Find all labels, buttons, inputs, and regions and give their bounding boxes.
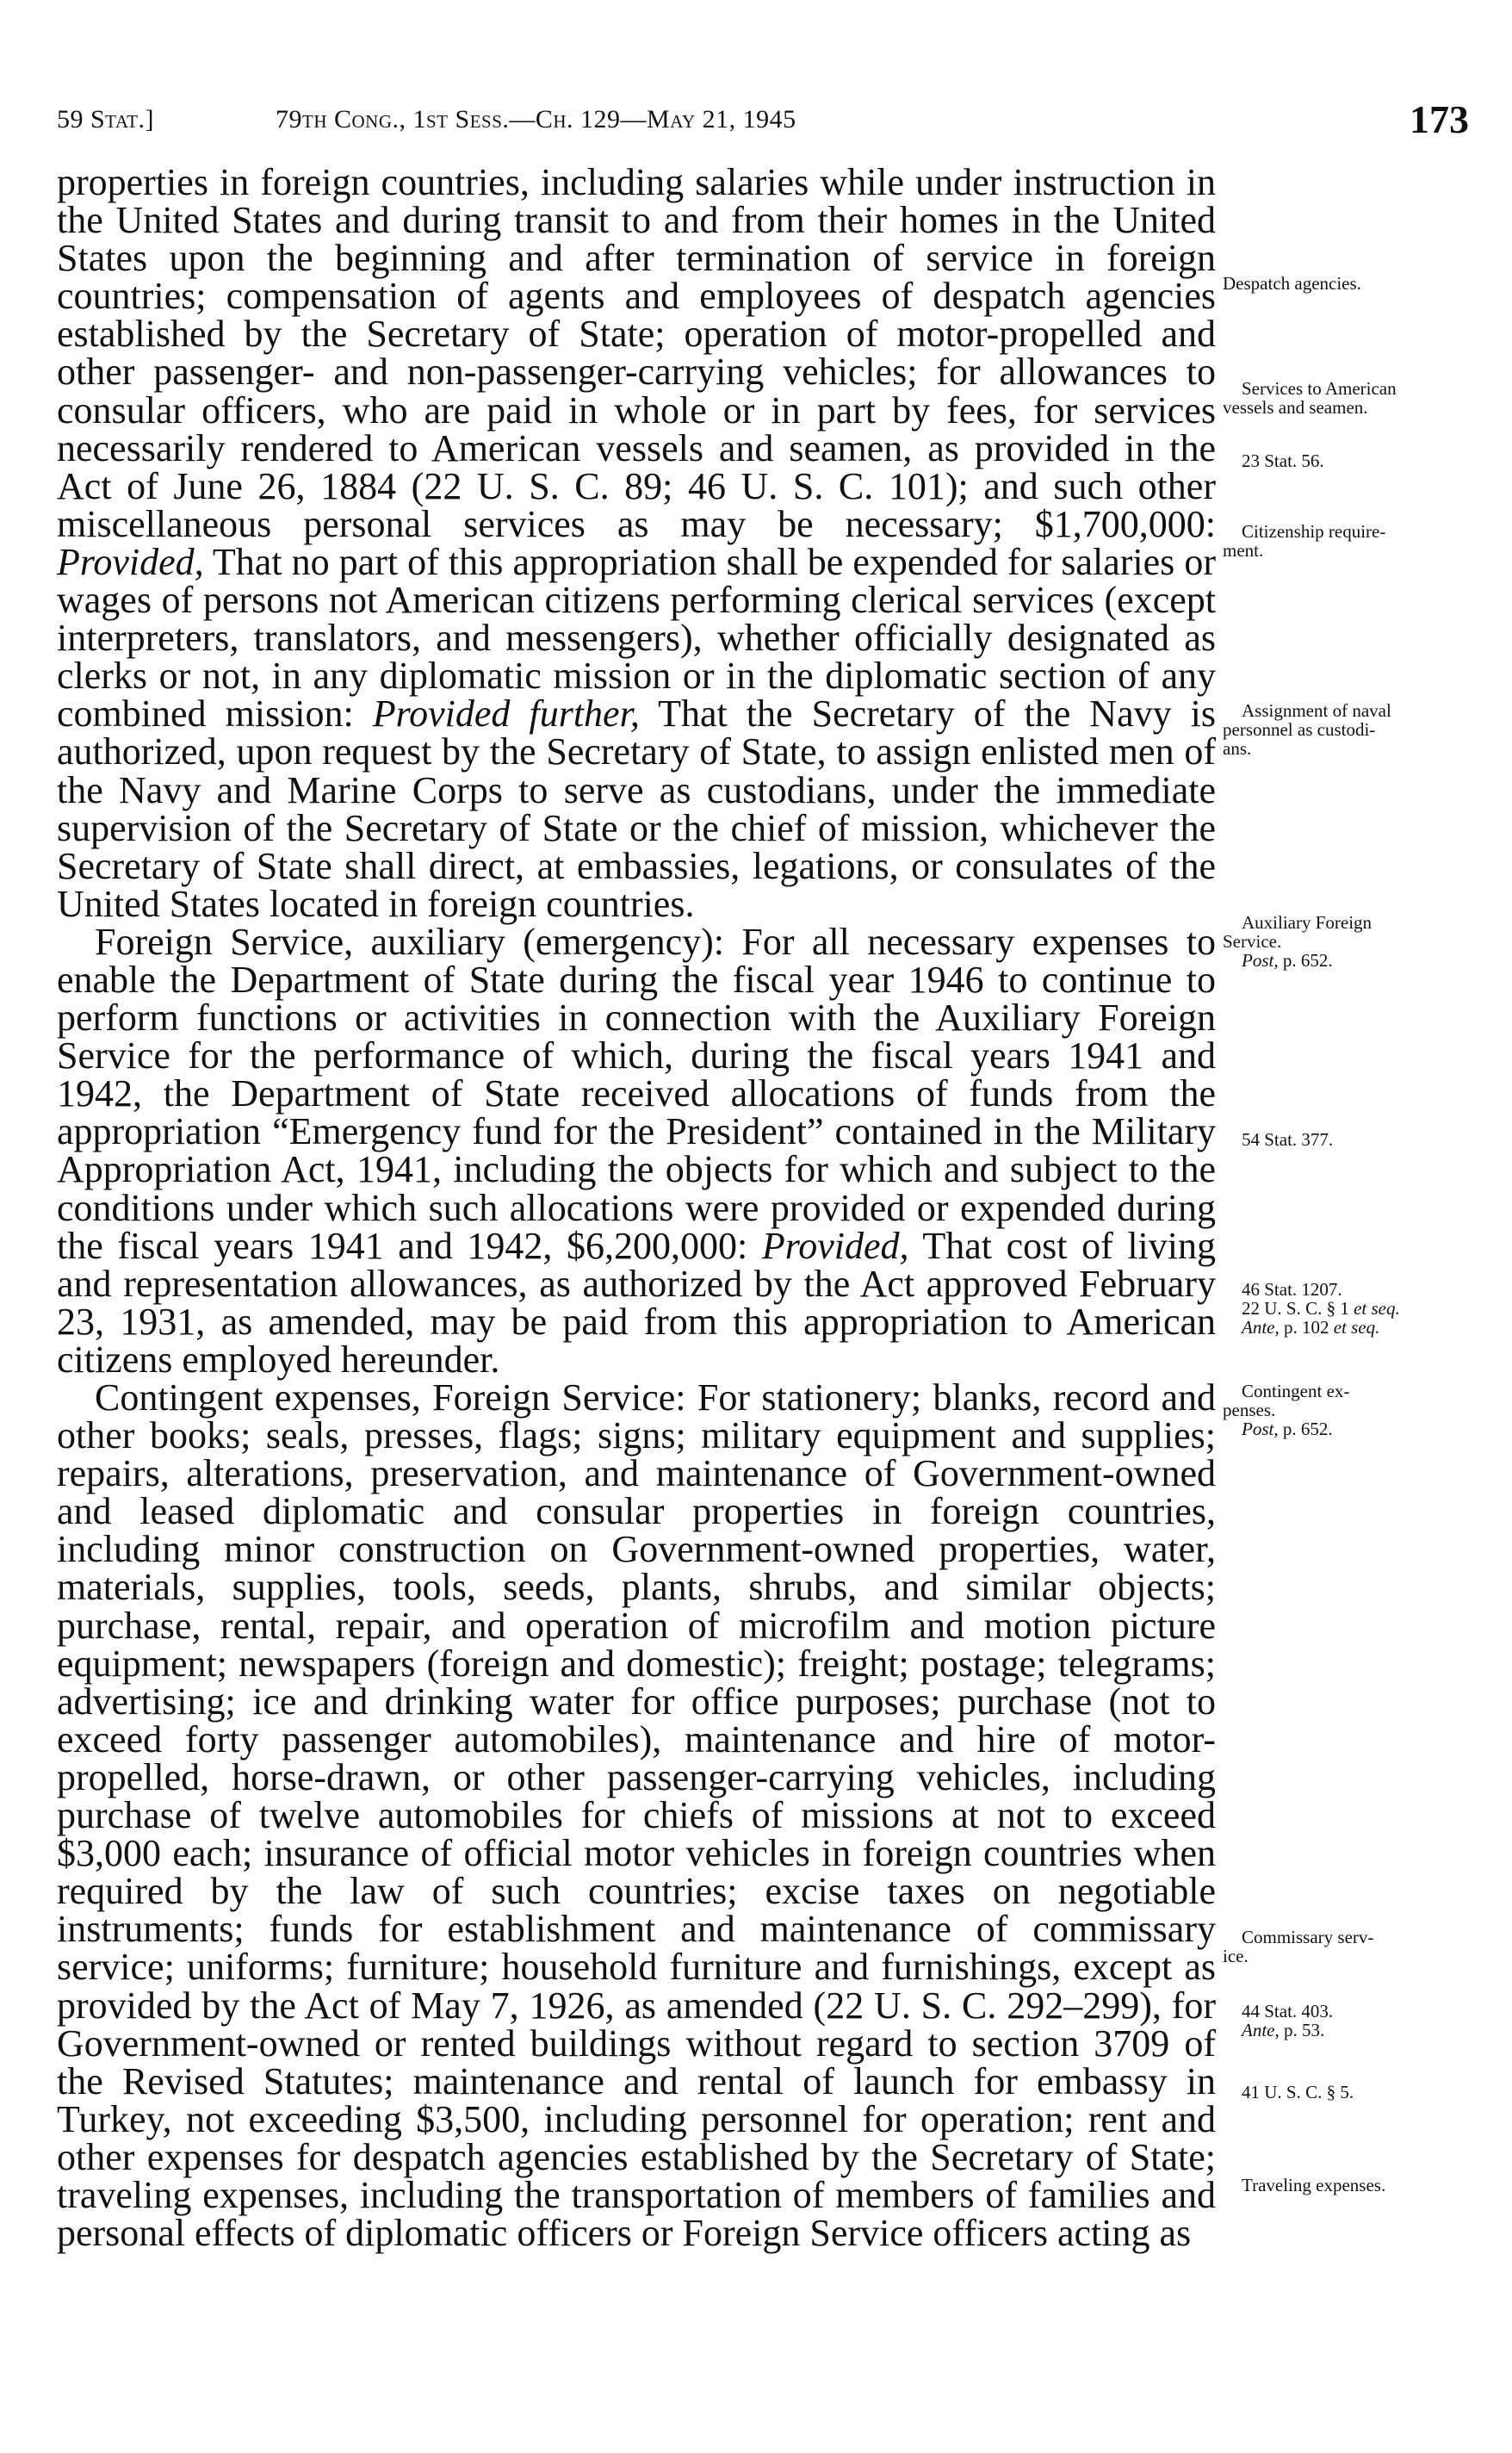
proviso-label: Provided further, xyxy=(372,692,640,736)
margin-note-stat-54: 54 Stat. 377. xyxy=(1242,1129,1334,1150)
margin-note-usc-41: 41 U. S. C. § 5. xyxy=(1242,2082,1354,2102)
margin-note-naval-personnel: Assignment of naval personnel as custodi- ans. xyxy=(1223,700,1391,759)
margin-note-traveling: Traveling expenses. xyxy=(1242,2175,1386,2195)
margin-note-auxiliary-service: Auxiliary Foreign Service. Post, p. 652. xyxy=(1223,912,1373,971)
congress-session-line: 79th Cong., 1st Sess.—Ch. 129—May 21, 1945 xyxy=(276,105,796,134)
volume-reference: 59 Stat.] xyxy=(57,105,154,134)
statute-body xyxy=(57,161,1217,2255)
paragraph-text: That no part of this appropriation shall be expended for salaries or wages of persons not American citizens performing clerical services (except interpreters, translators, and messengers), whether officially designated as clerks or not, in any diplomatic mission or in the diplomatic section of any combined mission: xyxy=(57,540,1216,736)
paragraph-contingent-expenses: Contingent expenses, Foreign Service: For stationery; blanks, record and other books; seals, presses, flags; signs; military equipment and supplies; repairs, alterations, preservation, and maintenance of Government-owned and leased diplomatic and consular properties in foreign countries, including minor construction on Government-owned properties, water, materials, supplies, tools, seeds, plants, shrubs, and similar objects; purchase, rental, repair, and operation of microfilm and motion picture equipment; newspapers (foreign and domestic); freight; postage; telegrams; advertising; ice and drinking water for office purposes; purchase (not to exceed forty passenger automobiles), maintenance and hire of motor-propelled, horse-drawn, or other passenger-carrying vehicles, including purchase of twelve automobiles for chiefs of missions at not to exceed $3,000 each; insurance of official motor vehicles in foreign countries when required by the law of such countries; excise taxes on negotiable instruments; funds for establishment and maintenance of commissary service; uniforms; furniture; household furniture and furnishings, except as provided by the Act of May 7, 1926, as amended (22 U. S. C. 292–299), for Government-owned or rented buildings without regard to section 3709 of the Revised Statutes; maintenance and rental of launch for embassy in Turkey, not exceeding $3,500, including personnel for operation; rent and other expenses for despatch agencies established by the Secretary of State; traveling expenses, including the transportation of members of families and personal effects of diplomatic officers or Foreign Service officers acting as xyxy=(57,1376,1216,2255)
paragraph-salaries xyxy=(57,161,1217,925)
margin-note-despatch: Despatch agencies. xyxy=(1223,273,1361,294)
margin-note-citizenship: Citizenship require- ment. xyxy=(1223,521,1386,561)
margin-note-services: Services to American vessels and seamen. xyxy=(1223,378,1397,418)
proviso-label: Provided, xyxy=(57,540,204,583)
paragraph-auxiliary-service xyxy=(57,920,1216,1381)
proviso-label: Provided, xyxy=(761,1224,909,1267)
paragraph-text: Foreign Service, auxiliary (emergency): For all necessary expenses to enable the Department of State during the fiscal year 1946 to continue to perform functions or activities in connection with the Auxiliary Foreign Service for the performance of which, during the fiscal years 1941 and 1942, the Department of State received allocations of funds from the appropriation “Emergency fund for the President” contained in the Military Appropriation Act, 1941, including the objects for which and subject to the conditions under which such allocations were provided or expended during the fiscal years 1941 and 1942, $6,200,000: xyxy=(57,920,1216,1267)
page-number: 173 xyxy=(1410,97,1469,141)
paragraph-text: That cost of living and representation allowances, as authorized by the Act approved February 23, 1931, as amended, may be paid from this appropriation to American citizens employed hereunder. xyxy=(57,1224,1216,1381)
margin-notes xyxy=(1223,0,1490,2453)
margin-note-stat-23: 23 Stat. 56. xyxy=(1242,450,1324,471)
margin-note-stat-44: 44 Stat. 403. Ante, p. 53. xyxy=(1242,2001,1334,2040)
paragraph-text: That the Secretary of the Navy is authorized, upon request by the Secretary of State, to assign enlisted men of the Navy and Marine Corps to serve as custodians, under the immediate supervision of the Secretary of State or the chief of mission, whichever the Secretary of State shall direct, at embassies, legations, or consulates of the United States located in foreign countries. xyxy=(57,692,1217,925)
margin-note-stat-46: 46 Stat. 1207. 22 U. S. C. § 1 et seq. Ante, p. 102 et seq. xyxy=(1242,1279,1400,1338)
margin-note-contingent-expenses: Contingent ex- penses. Post, p. 652. xyxy=(1223,1381,1350,1439)
paragraph-text: properties in foreign countries, including salaries while under instruction in the United States and during transit to and from their homes in the United States upon the beginning and after termination of service in foreign countries; compensation of agents and employees of despatch agencies established by the Secretary of State; operation of motor-propelled and other passenger- and non-passenger-carrying vehicles; for allowances to consular officers, who are paid in whole or in part by fees, for services necessarily rendered to American vessels and seamen, as provided in the Act of June 26, 1884 (22 U. S. C. 89; 46 U. S. C. 101); and such other miscellaneous personal services as may be necessary; $1,700,000: xyxy=(57,161,1216,545)
margin-note-commissary: Commissary serv- ice. xyxy=(1223,1927,1374,1966)
